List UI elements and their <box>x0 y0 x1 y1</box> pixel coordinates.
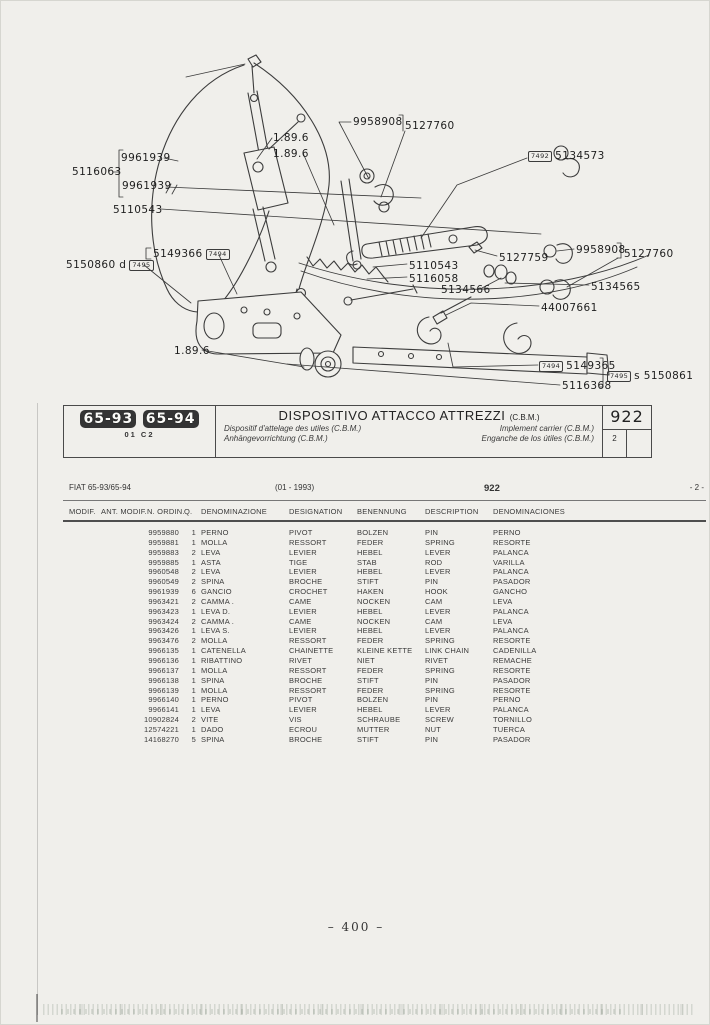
sheet-number: 2 <box>603 430 627 457</box>
quantity-cell: 6 <box>191 587 196 597</box>
denominazione-cell: MOLLA <box>201 537 228 547</box>
part-number-text: 1.89.6 <box>273 132 309 144</box>
column-header: DENOMINACIONES <box>493 507 565 516</box>
diagram-part-label <box>528 150 605 162</box>
denominaciones-cell: RESORTE <box>493 537 531 547</box>
part-number-cell: 9960549 <box>148 577 179 587</box>
quantity-cell: 1 <box>191 665 196 675</box>
description-cell: SPRING <box>425 685 455 695</box>
designation-cell: LEVIER <box>289 567 317 577</box>
denominazione-cell: SPINA <box>201 577 225 587</box>
benennung-cell: SCHRAUBE <box>357 715 401 725</box>
subtitle-spanish: Enganche de los útiles (C.B.M.) <box>481 434 594 443</box>
part-number-cell: 9966141 <box>148 705 179 715</box>
horizontal-rule <box>63 520 706 522</box>
column-header: Q. <box>184 507 193 516</box>
denominazione-cell: MOLLA <box>201 685 228 695</box>
quantity-cell: 1 <box>191 705 196 715</box>
part-number-cell: 9966135 <box>148 646 179 656</box>
column-header: DESIGNATION <box>289 507 343 516</box>
parts-table-header <box>1 507 710 517</box>
part-number-text: 5127760 <box>405 120 455 132</box>
denominaciones-cell: GANCHO <box>493 587 528 597</box>
subtitle-german: Anhängevorrichtung (C.B.M.) <box>224 434 328 443</box>
part-number-text: 9961939 <box>122 180 172 192</box>
part-number-text: 5116368 <box>562 380 612 392</box>
table-ref-box: 7492 <box>528 151 552 162</box>
denominazione-cell: MOLLA <box>201 665 228 675</box>
table-row <box>1 587 710 597</box>
table-row <box>1 715 710 725</box>
diagram-part-label <box>539 360 616 372</box>
description-cell: PIN <box>425 675 439 685</box>
diagram-part-label <box>273 132 309 144</box>
diagram-part-label <box>499 252 549 264</box>
quantity-cell: 5 <box>191 734 196 744</box>
diagram-part-label <box>624 248 674 260</box>
table-row <box>1 656 710 666</box>
table-row <box>1 577 710 587</box>
table-row <box>1 548 710 558</box>
part-number-cell: 14168270 <box>144 734 179 744</box>
part-number-cell: 9960548 <box>148 567 179 577</box>
table-row <box>1 676 710 686</box>
designation-cell: CAME <box>289 596 312 606</box>
denominazione-cell: SPINA <box>201 675 225 685</box>
denominazione-cell: GANCIO <box>201 587 232 597</box>
diagram-part-label <box>441 284 491 296</box>
part-number-cell: 9963476 <box>148 636 179 646</box>
denominaciones-cell: PALANCA <box>493 567 529 577</box>
designation-cell: RESSORT <box>289 537 327 547</box>
sheet-number-empty <box>627 430 651 457</box>
title-suffix: (C.B.M.) <box>509 413 540 422</box>
part-number-cell: 9966140 <box>148 695 179 705</box>
designation-cell: BROCHE <box>289 577 323 587</box>
sheet-reference: - 2 - <box>689 483 704 492</box>
benennung-cell: STAB <box>357 557 377 567</box>
denominaciones-cell: PERNO <box>493 695 521 705</box>
designation-cell: VIS <box>289 715 302 725</box>
denominazione-cell: ASTA <box>201 557 221 567</box>
title-band <box>63 405 652 458</box>
description-cell: ROD <box>425 557 443 567</box>
lower-lift-arm-drawing <box>196 292 341 377</box>
benennung-cell: BOLZEN <box>357 695 389 705</box>
part-number-text: 5110543 <box>409 260 459 272</box>
model-code-cell <box>64 406 216 457</box>
benennung-cell: STIFT <box>357 675 379 685</box>
table-row <box>1 666 710 676</box>
part-number-cell: 9963424 <box>148 616 179 626</box>
denominaciones-cell: VARILLA <box>493 557 525 567</box>
designation-cell: BROCHE <box>289 675 323 685</box>
parts-diagram <box>1 1 710 403</box>
description-cell: SPRING <box>425 636 455 646</box>
quantity-cell: 1 <box>191 685 196 695</box>
quantity-cell: 1 <box>191 528 196 537</box>
diagram-part-label <box>121 152 171 164</box>
part-number-cell: 9959885 <box>148 557 179 567</box>
part-number-text: 9958908 <box>353 116 403 128</box>
part-number-cell: 9963423 <box>148 606 179 616</box>
model-code-badge: 65-94 <box>143 410 199 428</box>
column-header: DENOMINAZIONE <box>201 507 267 516</box>
benennung-cell: NOCKEN <box>357 596 391 606</box>
description-cell: HOOK <box>425 587 448 597</box>
part-number-text: 5134566 <box>441 284 491 296</box>
part-number-cell: 9961939 <box>148 587 179 597</box>
part-number-cell: 9966136 <box>148 655 179 665</box>
column-header: ANT. MODIF. <box>101 507 147 516</box>
diagram-part-label <box>122 180 172 192</box>
diagram-part-label <box>405 120 455 132</box>
description-cell: SPRING <box>425 537 455 547</box>
column-header: MODIF. <box>69 507 96 516</box>
benennung-cell: NOCKEN <box>357 616 391 626</box>
quantity-cell: 1 <box>191 537 196 547</box>
table-row <box>1 695 710 705</box>
leader-lines <box>113 64 621 387</box>
benennung-cell: HEBEL <box>357 547 383 557</box>
table-ref-box: 7495 <box>129 260 153 271</box>
part-number-cell: 12574221 <box>144 724 179 734</box>
upper-link-drawing <box>244 55 305 272</box>
benennung-cell: MUTTER <box>357 724 390 734</box>
part-number-text: 5149365 <box>566 360 616 372</box>
title-cell <box>216 406 602 457</box>
part-number-text: 1.89.6 <box>174 345 210 357</box>
description-cell: LEVER <box>425 606 451 616</box>
denominaciones-cell: LEVA <box>493 596 513 606</box>
designation-cell: RESSORT <box>289 665 327 675</box>
description-cell: NUT <box>425 724 442 734</box>
denominaciones-cell: RESORTE <box>493 685 531 695</box>
designation-cell: LEVIER <box>289 547 317 557</box>
subtitle-english: Implement carrier (C.B.M.) <box>499 424 594 433</box>
quantity-cell: 2 <box>191 567 196 577</box>
column-header: N. ORDIN. <box>147 507 185 516</box>
part-number-text: 5110543 <box>113 204 163 216</box>
denominaciones-cell: PALANCA <box>493 705 529 715</box>
quantity-cell: 1 <box>191 626 196 636</box>
scan-noise-band <box>61 1009 621 1014</box>
diagram-part-label <box>153 248 230 260</box>
denominaciones-cell: PERNO <box>493 528 521 537</box>
diagram-part-label <box>174 345 210 357</box>
table-number: 922 <box>610 407 644 426</box>
benennung-cell: FEDER <box>357 636 384 646</box>
table-ref-box: 7495 <box>607 371 631 382</box>
designation-cell: BROCHE <box>289 734 323 744</box>
part-number-text: 5127759 <box>499 252 549 264</box>
diagram-part-label <box>576 244 626 256</box>
designation-cell: CAME <box>289 616 312 626</box>
description-cell: LEVER <box>425 626 451 636</box>
denominaciones-cell: LEVA <box>493 616 513 626</box>
page-number: – 400 – <box>327 920 385 934</box>
description-cell: RIVET <box>425 655 449 665</box>
denominazione-cell: SPINA <box>201 734 225 744</box>
benennung-cell: STIFT <box>357 734 379 744</box>
quantity-cell: 1 <box>191 646 196 656</box>
description-cell: LEVER <box>425 547 451 557</box>
table-row <box>1 538 710 548</box>
denominazione-cell: LEVA D. <box>201 606 231 616</box>
table-row <box>1 705 710 715</box>
quantity-cell: 2 <box>191 616 196 626</box>
column-header: BENENNUNG <box>357 507 407 516</box>
denominazione-cell: LEVA <box>201 567 221 577</box>
table-ref-box: 7494 <box>206 249 230 260</box>
model-code-badge: 65-93 <box>80 410 136 428</box>
denominazione-cell: RIBATTINO <box>201 655 243 665</box>
table-row <box>1 567 710 577</box>
designation-cell: CROCHET <box>289 587 328 597</box>
denominaciones-cell: REMACHE <box>493 655 532 665</box>
benennung-cell: KLEINE KETTE <box>357 646 413 656</box>
description-cell: PIN <box>425 528 439 537</box>
part-number-text: 5116063 <box>72 166 122 178</box>
table-row <box>1 735 710 745</box>
description-cell: CAM <box>425 616 443 626</box>
scan-edge-line <box>37 403 38 1015</box>
table-row <box>1 558 710 568</box>
diagram-part-label <box>591 281 641 293</box>
diagram-part-label <box>113 204 163 216</box>
quantity-cell: 2 <box>191 577 196 587</box>
table-row <box>1 597 710 607</box>
part-number-text: 5116058 <box>409 273 459 285</box>
part-number-cell: 9966138 <box>148 675 179 685</box>
benennung-cell: FEDER <box>357 537 384 547</box>
designation-cell: CHAINETTE <box>289 646 334 656</box>
benennung-cell: FEDER <box>357 665 384 675</box>
denominaciones-cell: RESORTE <box>493 636 531 646</box>
denominaciones-cell: PASADOR <box>493 734 531 744</box>
part-number-text: 9958908 <box>576 244 626 256</box>
table-row <box>1 636 710 646</box>
description-cell: SCREW <box>425 715 454 725</box>
part-number-text: 5134565 <box>591 281 641 293</box>
benennung-cell: HEBEL <box>357 567 383 577</box>
diagram-part-label <box>66 259 154 271</box>
table-number-cell <box>602 406 651 457</box>
denominaciones-cell: PALANCA <box>493 547 529 557</box>
denominazione-cell: DADO <box>201 724 224 734</box>
quantity-cell: 1 <box>191 557 196 567</box>
quantity-cell: 2 <box>191 547 196 557</box>
part-number-text: 5149366 <box>153 248 203 260</box>
title-text: DISPOSITIVO ATTACCO ATTREZZI <box>278 408 506 423</box>
designation-cell: RIVET <box>289 655 313 665</box>
part-number-cell: 9963426 <box>148 626 179 636</box>
meta-row <box>63 483 706 495</box>
diagram-part-label <box>72 166 122 178</box>
benennung-cell: HEBEL <box>357 606 383 616</box>
part-number-text: 5150860 d <box>66 259 127 271</box>
diagram-part-label <box>353 116 403 128</box>
part-number-cell: 9966139 <box>148 685 179 695</box>
page-title <box>224 408 594 423</box>
part-number-text: 9961939 <box>121 152 171 164</box>
denominaciones-cell: PASADOR <box>493 675 531 685</box>
part-number-text: 1.89.6 <box>273 148 309 160</box>
denominazione-cell: LEVA <box>201 547 221 557</box>
scan-edge-mark <box>36 994 38 1022</box>
date-range: (01 - 1993) <box>275 483 315 492</box>
designation-cell: ECROU <box>289 724 318 734</box>
designation-cell: LEVIER <box>289 705 317 715</box>
part-number-text: 44007661 <box>541 302 598 314</box>
diagram-part-label <box>409 260 459 272</box>
designation-cell: LEVIER <box>289 626 317 636</box>
designation-cell: PIVOT <box>289 695 313 705</box>
description-cell: PIN <box>425 695 439 705</box>
table-row <box>1 617 710 627</box>
denominaciones-cell: TUERCA <box>493 724 526 734</box>
part-number-cell: 9963421 <box>148 596 179 606</box>
quantity-cell: 2 <box>191 636 196 646</box>
quantity-cell: 1 <box>191 724 196 734</box>
denominaciones-cell: PASADOR <box>493 577 531 587</box>
table-ref-box: 7494 <box>539 361 563 372</box>
table-row <box>1 686 710 696</box>
denominazione-cell: CATENELLA <box>201 646 247 656</box>
denominazione-cell: PERNO <box>201 695 229 705</box>
denominazione-cell: VITE <box>201 715 219 725</box>
subtitle-right <box>482 424 595 444</box>
denominaciones-cell: TORNILLO <box>493 715 532 725</box>
variant-code: 01 C2 <box>124 430 155 439</box>
benennung-cell: HEBEL <box>357 626 383 636</box>
quantity-cell: 1 <box>191 695 196 705</box>
part-number-text: 5127760 <box>624 248 674 260</box>
table-row <box>1 607 710 617</box>
subtitle-left <box>224 424 361 444</box>
designation-cell: LEVIER <box>289 606 317 616</box>
part-number-text: 5134573 <box>555 150 605 162</box>
part-number-cell: 10902824 <box>144 715 179 725</box>
diagram-part-label <box>562 380 612 392</box>
denominazione-cell: CAMMA . <box>201 616 235 626</box>
benennung-cell: FEDER <box>357 685 384 695</box>
meta-table-number: 922 <box>484 483 500 494</box>
part-number-cell: 9966137 <box>148 665 179 675</box>
parts-table-body <box>1 528 710 745</box>
catalog-reference: FIAT 65-93/65-94 <box>69 483 131 492</box>
table-row <box>1 528 710 538</box>
description-cell: LEVER <box>425 567 451 577</box>
denominazione-cell: PERNO <box>201 528 229 537</box>
table-row <box>1 725 710 735</box>
part-number-cell: 9959880 <box>148 528 179 537</box>
denominaciones-cell: PALANCA <box>493 626 529 636</box>
denominazione-cell: CAMMA . <box>201 596 235 606</box>
quantity-cell: 2 <box>191 715 196 725</box>
benennung-cell: HAKEN <box>357 587 384 597</box>
table-row <box>1 626 710 636</box>
designation-cell: PIVOT <box>289 528 313 537</box>
quantity-cell: 1 <box>191 675 196 685</box>
description-cell: CAM <box>425 596 443 606</box>
parts-diagram-drawing <box>1 1 710 403</box>
denominaciones-cell: CADENILLA <box>493 646 537 656</box>
designation-cell: RESSORT <box>289 685 327 695</box>
quantity-cell: 1 <box>191 606 196 616</box>
description-cell: PIN <box>425 577 439 587</box>
description-cell: LEVER <box>425 705 451 715</box>
denominaciones-cell: RESORTE <box>493 665 531 675</box>
designation-cell: TIGE <box>289 557 308 567</box>
column-header: DESCRIPTION <box>425 507 479 516</box>
denominazione-cell: LEVA S. <box>201 626 230 636</box>
description-cell: LINK CHAIN <box>425 646 470 656</box>
benennung-cell: BOLZEN <box>357 528 389 537</box>
part-number-text: s 5150861 <box>634 370 694 382</box>
table-row <box>1 646 710 656</box>
denominazione-cell: MOLLA <box>201 636 228 646</box>
benennung-cell: NIET <box>357 655 375 665</box>
benennung-cell: STIFT <box>357 577 379 587</box>
diagram-part-label <box>607 370 693 382</box>
quantity-cell: 1 <box>191 655 196 665</box>
subtitle-french: Dispositif d'attelage des utiles (C.B.M.) <box>224 424 362 433</box>
denominaciones-cell: PALANCA <box>493 606 529 616</box>
diagram-part-label <box>273 148 309 160</box>
diagram-part-label <box>541 302 598 314</box>
denominazione-cell: LEVA <box>201 705 221 715</box>
description-cell: SPRING <box>425 665 455 675</box>
part-number-cell: 9959883 <box>148 547 179 557</box>
horizontal-rule <box>63 500 706 501</box>
description-cell: PIN <box>425 734 439 744</box>
part-number-cell: 9959881 <box>148 537 179 547</box>
benennung-cell: HEBEL <box>357 705 383 715</box>
designation-cell: RESSORT <box>289 636 327 646</box>
quantity-cell: 2 <box>191 596 196 606</box>
